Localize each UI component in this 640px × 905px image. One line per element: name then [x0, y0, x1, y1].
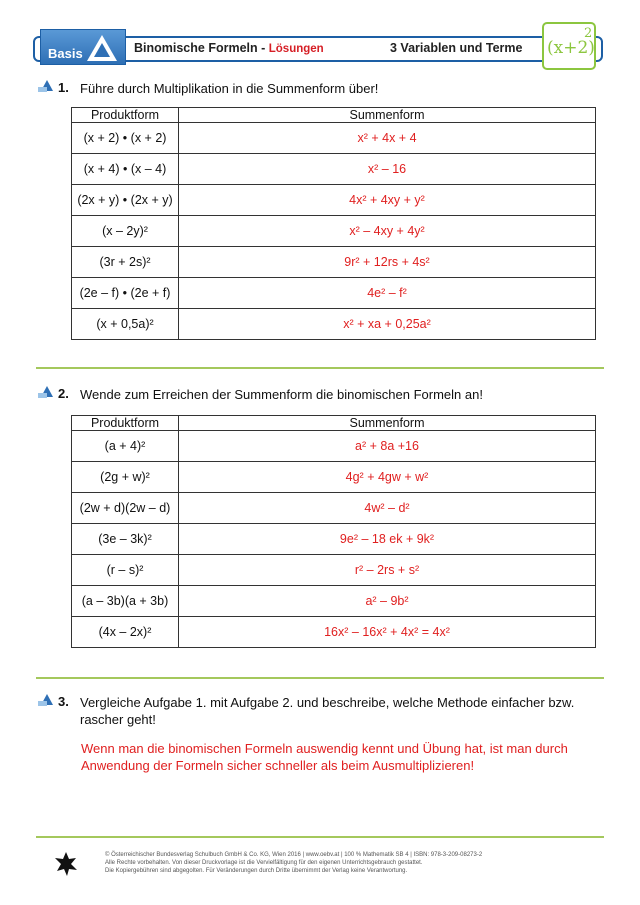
product-form-cell: (3e – 3k)²	[72, 524, 179, 555]
worksheet-title-text: Binomische Formeln -	[134, 41, 269, 55]
product-form-cell: (2x + y) • (2x + y)	[72, 185, 179, 216]
product-form-cell: (2w + d)(2w – d)	[72, 493, 179, 524]
task-instruction-line-2: rascher geht!	[80, 712, 156, 727]
section-divider	[36, 367, 604, 369]
page-header	[30, 26, 622, 70]
sum-form-cell: r² – 2rs + s²	[179, 555, 596, 586]
math-badge	[542, 22, 596, 70]
table-row	[72, 185, 596, 216]
product-form-cell: (x + 0,5a)²	[72, 309, 179, 340]
sum-form-cell: a² – 9b²	[179, 586, 596, 617]
sum-form-cell: 9r² + 12rs + 4s²	[179, 247, 596, 278]
column-header-sum: Summenform	[179, 416, 596, 431]
worksheet-title	[134, 41, 324, 55]
footer-divider	[36, 836, 604, 838]
table-header-row	[72, 108, 596, 123]
sum-form-cell: x² + 4x + 4	[179, 123, 596, 154]
product-form-cell: (x + 2) • (x + 2)	[72, 123, 179, 154]
task-instruction: Wende zum Erreichen der Summenform die binomischen Formeln an!	[80, 387, 483, 402]
sum-form-cell: x² – 16	[179, 154, 596, 185]
product-form-cell: (r – s)²	[72, 555, 179, 586]
sum-form-cell: 4e² – f²	[179, 278, 596, 309]
product-form-cell: (x + 4) • (x – 4)	[72, 154, 179, 185]
product-form-cell: (a – 3b)(a + 3b)	[72, 586, 179, 617]
task-2-table	[71, 415, 596, 648]
task-1-table	[71, 107, 596, 340]
product-form-cell: (3r + 2s)²	[72, 247, 179, 278]
table-row	[72, 524, 596, 555]
basis-logo-word: Basis	[48, 46, 83, 61]
sum-form-cell: 4w² – d²	[179, 493, 596, 524]
table-row	[72, 309, 596, 340]
table-row	[72, 431, 596, 462]
sum-form-cell: 4x² + 4xy + y²	[179, 185, 596, 216]
column-header-product: Produktform	[72, 416, 179, 431]
sum-form-cell: x² – 4xy + 4y²	[179, 216, 596, 247]
column-header-product: Produktform	[72, 108, 179, 123]
task-number: 1.	[58, 80, 69, 95]
table-row	[72, 154, 596, 185]
basis-logo	[40, 29, 126, 65]
task-number: 2.	[58, 386, 69, 401]
table-row	[72, 123, 596, 154]
difficulty-triangle-icon	[38, 694, 53, 707]
footer-line-3: Die Kopiergebühren sind abgegolten. Für Veränderungen durch Dritte übernimmt der Verlag keine Verantwortung.	[105, 868, 408, 874]
chapter-title: 3 Variablen und Terme	[390, 41, 523, 55]
footer-line-1: © Österreichischer Bundesverlag Schulbuch GmbH & Co. KG, Wien 2016 | www.oebv.at | 100 % Mathematik SB 4 | ISBN: 978-3-209-08273-2	[105, 852, 483, 858]
sum-form-cell: 9e² – 18 ek + 9k²	[179, 524, 596, 555]
table-row	[72, 493, 596, 524]
product-form-cell: (a + 4)²	[72, 431, 179, 462]
table-row	[72, 555, 596, 586]
sum-form-cell: 16x² – 16x² + 4x² = 4x²	[179, 617, 596, 648]
publisher-logo-icon	[55, 852, 77, 876]
table-row	[72, 617, 596, 648]
difficulty-triangle-icon	[38, 386, 53, 399]
answer-line-2: Anwendung der Formeln sicher schneller als beim Ausmultiplizieren!	[81, 758, 475, 773]
solutions-label: Lösungen	[268, 43, 324, 55]
product-form-cell: (4x – 2x)²	[72, 617, 179, 648]
table-header-row	[72, 416, 596, 431]
task-number: 3.	[58, 694, 69, 709]
product-form-cell: (2g + w)²	[72, 462, 179, 493]
sum-form-cell: a² + 8a +16	[179, 431, 596, 462]
footer-copyright	[105, 851, 482, 875]
table-row	[72, 278, 596, 309]
math-badge-text: (x+2)	[547, 38, 595, 58]
column-header-sum: Summenform	[179, 108, 596, 123]
task-instruction-line-1: Vergleiche Aufgabe 1. mit Aufgabe 2. und beschreibe, welche Methode einfacher bzw.	[80, 695, 575, 710]
table-row	[72, 247, 596, 278]
math-badge-exponent: 2	[584, 26, 593, 41]
table-row	[72, 586, 596, 617]
task-3-answer	[81, 740, 581, 774]
difficulty-triangle-icon	[38, 80, 53, 93]
sum-form-cell: x² + xa + 0,25a²	[179, 309, 596, 340]
triangle-logo-inner	[94, 43, 110, 57]
table-row	[72, 462, 596, 493]
sum-form-cell: 4g² + 4gw + w²	[179, 462, 596, 493]
product-form-cell: (2e – f) • (2e + f)	[72, 278, 179, 309]
task-instruction: Führe durch Multiplikation in die Summenform über!	[80, 81, 379, 96]
product-form-cell: (x – 2y)²	[72, 216, 179, 247]
footer-line-2: Alle Rechte vorbehalten. Von dieser Druckvorlage ist die Vervielfältigung für den eigenen Unterrichtsgebrauch gestattet.	[105, 860, 423, 866]
answer-line-1: Wenn man die binomischen Formeln auswendig kennt und Übung hat, ist man durch	[81, 741, 568, 756]
table-row	[72, 216, 596, 247]
section-divider	[36, 677, 604, 679]
